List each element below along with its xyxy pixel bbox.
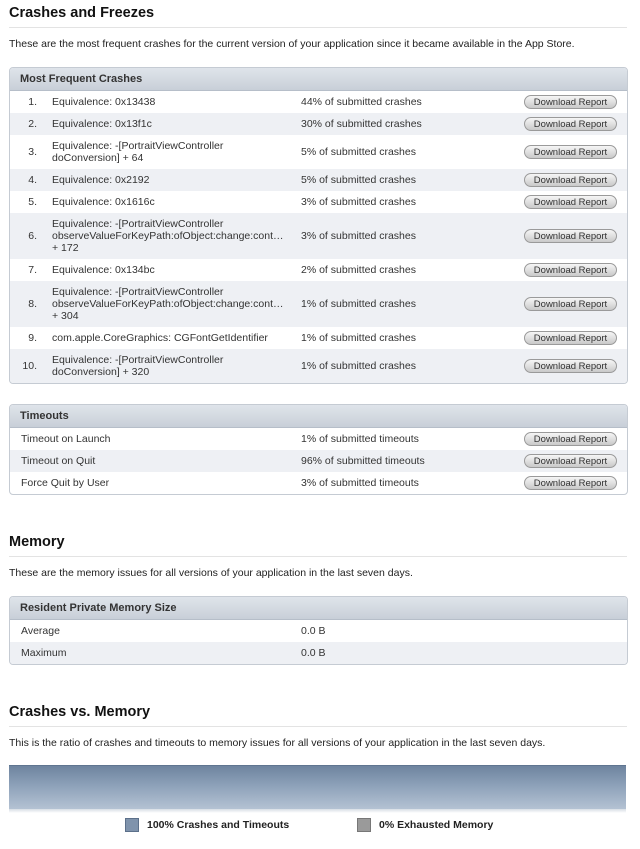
crash-name-line: observeValueForKeyPath:ofObject:change:cont… bbox=[52, 230, 284, 242]
crash-rank: 5. bbox=[28, 196, 37, 208]
legend-label-crashes: 100% Crashes and Timeouts bbox=[147, 819, 290, 831]
crash-row bbox=[10, 135, 627, 169]
crash-rank: 3. bbox=[28, 146, 37, 158]
crash-name bbox=[52, 96, 155, 108]
memory-row bbox=[10, 620, 627, 642]
crash-name-line: Equivalence: -[PortraitViewController bbox=[52, 354, 224, 366]
crash-rank: 7. bbox=[28, 264, 37, 276]
crash-row bbox=[10, 91, 627, 113]
memory-label: Average bbox=[21, 625, 60, 637]
download-report-button[interactable]: Download Report bbox=[524, 359, 617, 373]
crash-name-line: + 304 bbox=[52, 310, 79, 322]
crash-name-line: Equivalence: 0x1616c bbox=[52, 196, 155, 208]
crash-percentage: 5% of submitted crashes bbox=[301, 146, 416, 158]
memory-label: Maximum bbox=[21, 647, 67, 659]
crash-rank: 2. bbox=[28, 118, 37, 130]
download-report-button[interactable]: Download Report bbox=[524, 95, 617, 109]
crash-row bbox=[10, 259, 627, 281]
crash-percentage: 1% of submitted crashes bbox=[301, 360, 416, 372]
crash-name-line: doConversion] + 64 bbox=[52, 152, 144, 164]
legend-label-memory: 0% Exhausted Memory bbox=[379, 819, 494, 831]
download-report-button[interactable]: Download Report bbox=[524, 432, 617, 446]
crash-percentage: 3% of submitted crashes bbox=[301, 196, 416, 208]
crash-name bbox=[52, 332, 268, 344]
download-report-button[interactable]: Download Report bbox=[524, 331, 617, 345]
crash-rank: 10. bbox=[22, 360, 37, 372]
timeout-list bbox=[10, 428, 627, 494]
download-report-button[interactable]: Download Report bbox=[524, 476, 617, 490]
memory-value: 0.0 B bbox=[301, 625, 326, 637]
crash-name-line: Equivalence: 0x13f1c bbox=[52, 118, 152, 130]
crash-percentage: 1% of submitted crashes bbox=[301, 298, 416, 310]
crash-name bbox=[52, 196, 155, 208]
crash-rank: 8. bbox=[28, 298, 37, 310]
timeouts-header: Timeouts bbox=[10, 405, 627, 428]
download-report-button[interactable]: Download Report bbox=[524, 454, 617, 468]
legend-item-memory bbox=[357, 818, 493, 832]
legend-swatch-crashes bbox=[125, 818, 139, 832]
crash-name-line: Equivalence: -[PortraitViewController bbox=[52, 218, 224, 230]
crash-percentage: 5% of submitted crashes bbox=[301, 174, 416, 186]
timeout-row bbox=[10, 428, 627, 450]
memory-section-title: Memory bbox=[9, 534, 627, 557]
crash-name bbox=[52, 174, 150, 186]
timeout-name: Timeout on Launch bbox=[21, 433, 111, 445]
crash-row bbox=[10, 191, 627, 213]
crash-name-line: Equivalence: 0x134bc bbox=[52, 264, 155, 276]
crash-row bbox=[10, 281, 627, 327]
crash-list bbox=[10, 91, 627, 383]
download-report-button[interactable]: Download Report bbox=[524, 297, 617, 311]
crash-row bbox=[10, 213, 627, 259]
memory-panel bbox=[9, 596, 628, 665]
ratio-section bbox=[9, 704, 627, 749]
crash-name bbox=[52, 354, 223, 378]
crash-rank: 1. bbox=[28, 96, 37, 108]
most-frequent-crashes-panel bbox=[9, 67, 628, 384]
memory-panel-header: Resident Private Memory Size bbox=[10, 597, 627, 620]
download-report-button[interactable]: Download Report bbox=[524, 229, 617, 243]
memory-section-description: These are the memory issues for all versions of your application in the last seven days. bbox=[9, 567, 413, 579]
memory-value: 0.0 B bbox=[301, 647, 326, 659]
download-report-button[interactable]: Download Report bbox=[524, 195, 617, 209]
crash-name-line: com.apple.CoreGraphics: CGFontGetIdentifier bbox=[52, 332, 268, 344]
crash-name-line: Equivalence: -[PortraitViewController bbox=[52, 140, 224, 152]
crash-percentage: 30% of submitted crashes bbox=[301, 118, 422, 130]
memory-list bbox=[10, 620, 627, 664]
crash-name-line: Equivalence: 0x13438 bbox=[52, 96, 156, 108]
timeout-row bbox=[10, 472, 627, 494]
most-frequent-crashes-header: Most Frequent Crashes bbox=[10, 68, 627, 91]
crash-name bbox=[52, 218, 284, 254]
crash-name bbox=[52, 264, 155, 276]
crash-name bbox=[52, 118, 152, 130]
crash-row bbox=[10, 113, 627, 135]
timeout-percentage: 3% of submitted timeouts bbox=[301, 477, 419, 489]
crash-percentage: 2% of submitted crashes bbox=[301, 264, 416, 276]
crash-percentage: 1% of submitted crashes bbox=[301, 332, 416, 344]
crash-name-line: doConversion] + 320 bbox=[52, 366, 150, 378]
chart-bar-shadow bbox=[9, 809, 626, 813]
crash-rank: 4. bbox=[28, 174, 37, 186]
timeout-name: Force Quit by User bbox=[21, 477, 110, 489]
download-report-button[interactable]: Download Report bbox=[524, 173, 617, 187]
crash-name-line: + 172 bbox=[52, 242, 79, 254]
legend-item-crashes bbox=[125, 818, 289, 832]
crash-name bbox=[52, 286, 284, 322]
chart-bar-crashes-and-timeouts bbox=[9, 765, 626, 809]
crash-name-line: Equivalence: -[PortraitViewController bbox=[52, 286, 224, 298]
crash-name-line: Equivalence: 0x2192 bbox=[52, 174, 150, 186]
crash-rank: 9. bbox=[28, 332, 37, 344]
crashes-section bbox=[9, 5, 627, 50]
crashes-section-title: Crashes and Freezes bbox=[9, 5, 627, 28]
download-report-button[interactable]: Download Report bbox=[524, 145, 617, 159]
crash-rank: 6. bbox=[28, 230, 37, 242]
memory-section bbox=[9, 534, 627, 579]
crash-percentage: 3% of submitted crashes bbox=[301, 230, 416, 242]
ratio-section-description: This is the ratio of crashes and timeouts to memory issues for all versions of your application in the last seven days. bbox=[9, 737, 546, 749]
timeout-name: Timeout on Quit bbox=[21, 455, 96, 467]
crash-row bbox=[10, 327, 627, 349]
download-report-button[interactable]: Download Report bbox=[524, 117, 617, 131]
legend-swatch-memory bbox=[357, 818, 371, 832]
timeouts-panel bbox=[9, 404, 628, 495]
crash-percentage: 44% of submitted crashes bbox=[301, 96, 422, 108]
crash-row bbox=[10, 349, 627, 383]
download-report-button[interactable]: Download Report bbox=[524, 263, 617, 277]
crash-name bbox=[52, 140, 223, 164]
memory-row bbox=[10, 642, 627, 664]
timeout-row bbox=[10, 450, 627, 472]
crash-row bbox=[10, 169, 627, 191]
timeout-percentage: 96% of submitted timeouts bbox=[301, 455, 425, 467]
crash-name-line: observeValueForKeyPath:ofObject:change:cont… bbox=[52, 298, 284, 310]
ratio-section-title: Crashes vs. Memory bbox=[9, 704, 627, 727]
crashes-section-description: These are the most frequent crashes for the current version of your application since it became available in the App Store. bbox=[9, 38, 575, 50]
timeout-percentage: 1% of submitted timeouts bbox=[301, 433, 419, 445]
